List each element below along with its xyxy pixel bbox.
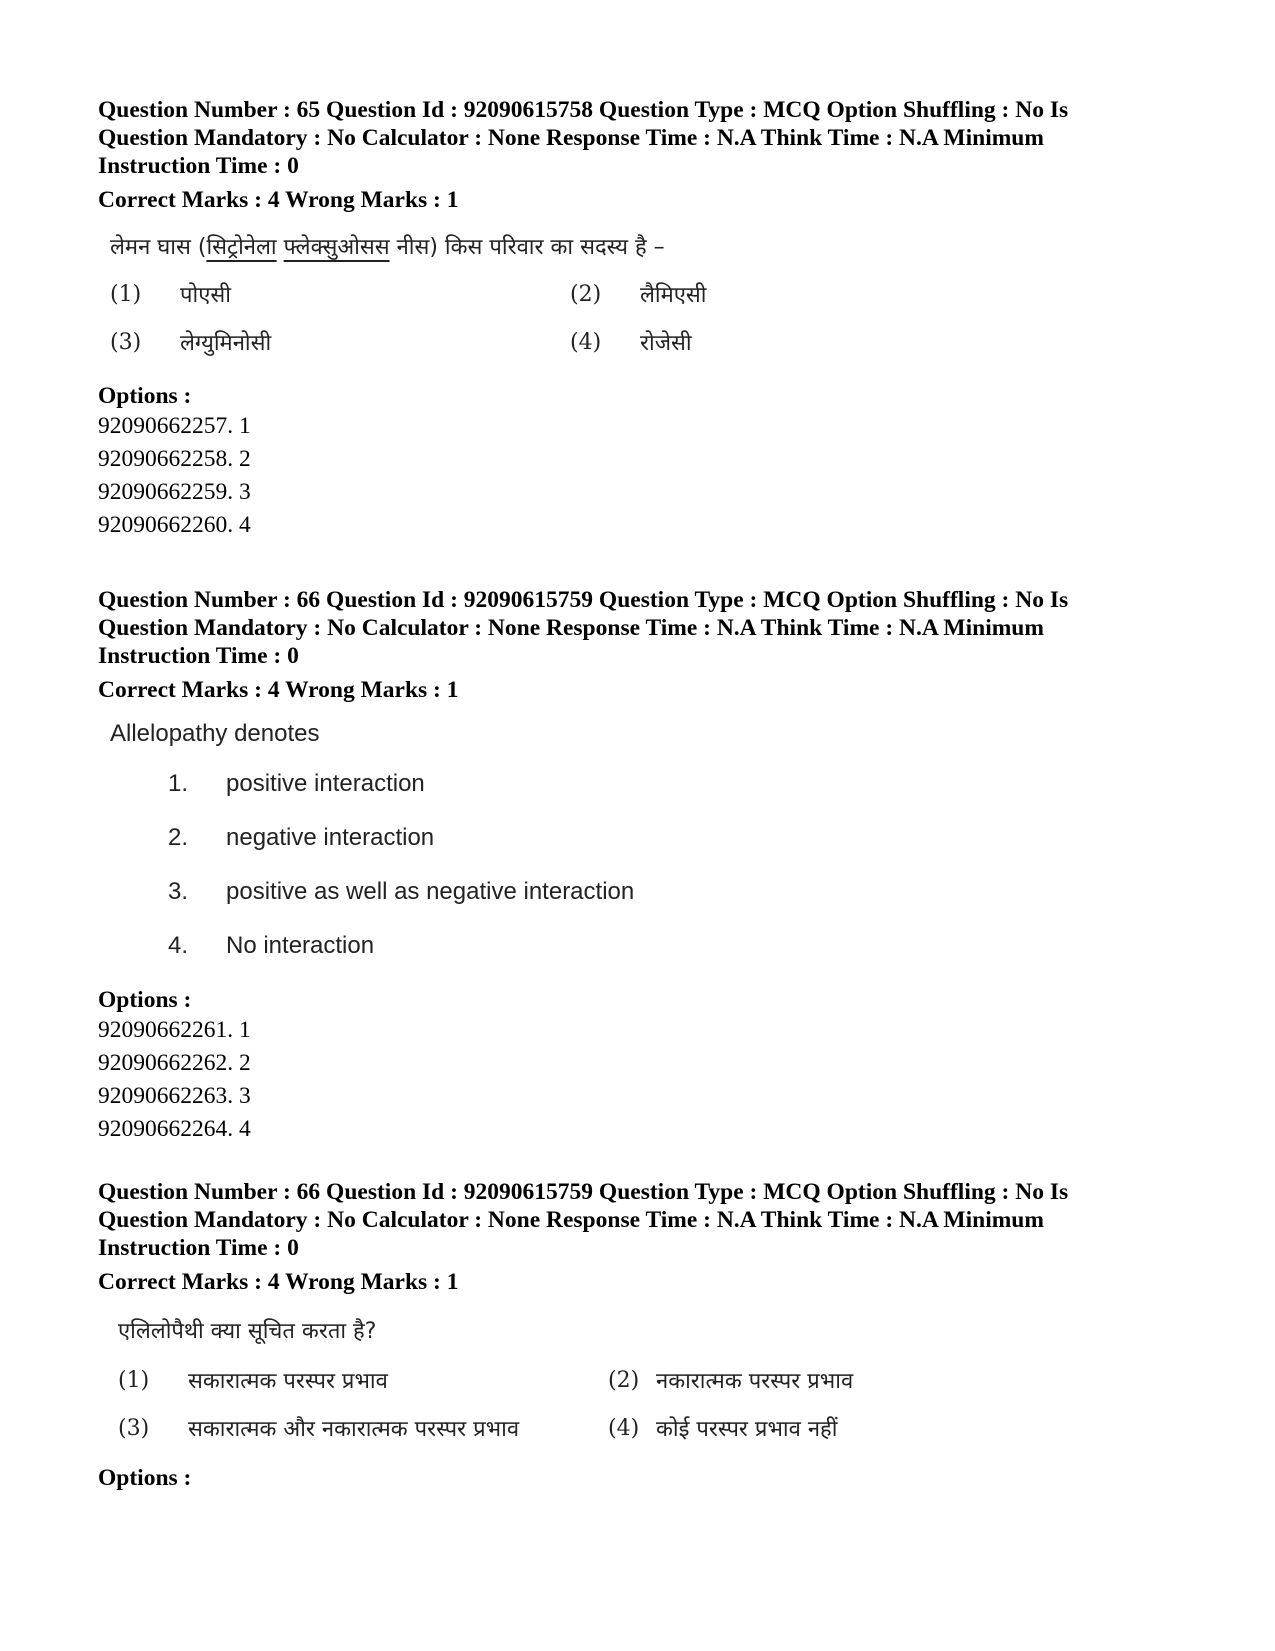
options-title: Options : <box>98 987 192 1013</box>
option-id: 92090662258. 2 <box>98 446 251 472</box>
choice-number: 4. <box>168 932 189 959</box>
choice-item <box>168 878 1178 932</box>
marks-line: Correct Marks : 4 Wrong Marks : 1 <box>98 677 459 703</box>
choice-label: लेमन घास ( <box>110 235 207 260</box>
meta-line: Question Mandatory : No Calculator : None Response Time : N.A Think Time : N.A Minimum <box>98 125 1044 151</box>
choice-number: (4) <box>570 329 602 355</box>
meta-line: Question Number : 66 Question Id : 92090615759 Question Type : MCQ Option Shuffling : No Is <box>98 1179 1069 1205</box>
choice-number: (2) <box>570 281 602 307</box>
option-id: 92090662261. 1 <box>98 1017 251 1043</box>
choice-item <box>118 1364 608 1396</box>
question-block-65 <box>98 96 1178 542</box>
options-title: Options : <box>98 383 192 409</box>
choice-label: नकारात्मक परस्पर प्रभाव <box>656 1369 854 1394</box>
choice-number: (1) <box>118 1367 150 1393</box>
choice-label: कोई परस्पर प्रभाव नहीं <box>656 1417 838 1442</box>
option-id: 92090662259. 3 <box>98 479 251 505</box>
question-block-66-hindi <box>98 1178 1178 1492</box>
choice-label: फ्लेक्सुओसस <box>283 235 390 260</box>
meta-line: Instruction Time : 0 <box>98 643 299 669</box>
choice-item <box>570 326 1030 358</box>
option-id: 92090662263. 3 <box>98 1083 251 1109</box>
choice-number: 2. <box>168 824 189 851</box>
option-id: 92090662257. 1 <box>98 413 251 439</box>
choice-number: 3. <box>168 878 189 905</box>
choice-label: सकारात्मक और नकारात्मक परस्पर प्रभाव <box>188 1417 520 1442</box>
option-id: 92090662260. 4 <box>98 512 251 538</box>
option-id: 92090662264. 4 <box>98 1116 251 1142</box>
choice-label: रोजेसी <box>640 331 692 356</box>
choice-label: सकारात्मक परस्पर प्रभाव <box>188 1369 388 1394</box>
options-title: Options : <box>98 1465 192 1491</box>
choice-item <box>608 1412 1078 1444</box>
choice-number: (2) <box>608 1367 640 1393</box>
choice-item <box>110 278 570 310</box>
options-list <box>98 410 1178 542</box>
question-meta <box>98 96 1178 180</box>
question-meta <box>98 586 1178 670</box>
meta-line: Question Number : 66 Question Id : 92090615759 Question Type : MCQ Option Shuffling : No Is <box>98 587 1069 613</box>
choice-item <box>168 824 1178 878</box>
choice-label: positive interaction <box>226 770 425 797</box>
choice-number: (3) <box>110 329 142 355</box>
choice-number: (4) <box>608 1415 640 1441</box>
choice-label: लैमिएसी <box>640 283 707 308</box>
choice-label: सिट्रोनेला <box>206 235 277 260</box>
choice-number: (1) <box>110 281 142 307</box>
question-text: एलिलोपैथी क्या सूचित करता है? <box>118 1319 377 1344</box>
choice-item <box>168 770 1178 824</box>
question-meta <box>98 1178 1178 1262</box>
choice-label: लेग्युमिनोसी <box>180 331 272 356</box>
question-text <box>110 232 1178 264</box>
options-list <box>98 1014 1178 1146</box>
choice-list <box>168 770 1178 986</box>
choice-label: negative interaction <box>226 824 435 851</box>
option-id: 92090662262. 2 <box>98 1050 251 1076</box>
choice-item <box>168 932 1178 986</box>
choice-item <box>608 1364 1078 1396</box>
choice-item <box>110 326 570 358</box>
choice-item <box>118 1412 608 1444</box>
choice-label: positive as well as negative interaction <box>226 878 635 905</box>
choice-number: 1. <box>168 770 189 797</box>
choice-label: पोएसी <box>180 283 231 308</box>
choice-grid <box>118 1364 1178 1444</box>
choice-label: No interaction <box>226 932 375 959</box>
meta-line: Question Number : 65 Question Id : 92090615758 Question Type : MCQ Option Shuffling : No Is <box>98 97 1069 123</box>
marks-line: Correct Marks : 4 Wrong Marks : 1 <box>98 1269 459 1295</box>
question-text: Allelopathy denotes <box>110 720 320 747</box>
meta-line: Question Mandatory : No Calculator : None Response Time : N.A Think Time : N.A Minimum <box>98 615 1044 641</box>
meta-line: Question Mandatory : No Calculator : None Response Time : N.A Think Time : N.A Minimum <box>98 1207 1044 1233</box>
marks-line: Correct Marks : 4 Wrong Marks : 1 <box>98 187 459 213</box>
question-block-66-english <box>98 586 1178 1146</box>
choice-label: नीस) किस परिवार का सदस्य है – <box>389 235 665 260</box>
meta-line: Instruction Time : 0 <box>98 153 299 179</box>
choice-number: (3) <box>118 1415 150 1441</box>
choice-item <box>570 278 1030 310</box>
meta-line: Instruction Time : 0 <box>98 1235 299 1261</box>
choice-grid <box>110 278 1178 358</box>
